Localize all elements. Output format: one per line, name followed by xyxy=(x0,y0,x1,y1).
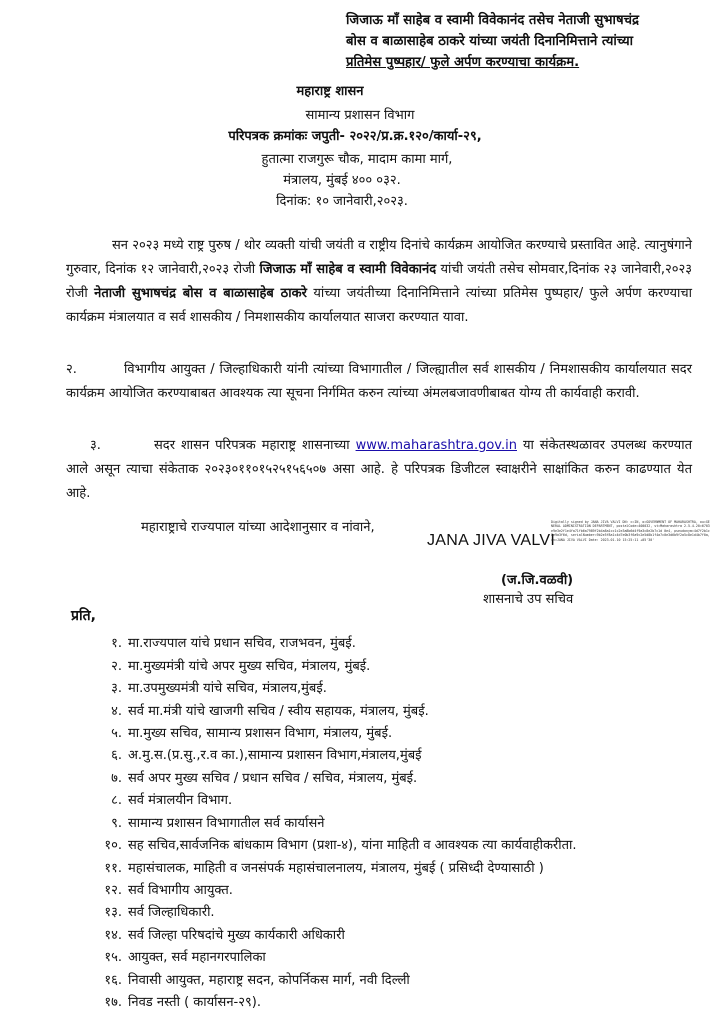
circular-date: दिनांक: १० जानेवारी,२०२३. xyxy=(276,194,408,209)
paragraph-2 xyxy=(66,358,692,406)
para1-text-a: सन २०२३ मध्ये राष्ट्र पुरुष / थोर व्यक्ती यांची जयंती व राष्ट्रीय दिनांचे कार्यक्रम आयोजित करण्याचे प्रस्तावित आहे. त्यानुषंगाने गुरुवार, दिनांक १२ जानेवारी,२०२३ रोजी xyxy=(66,238,692,277)
item-number: १६. xyxy=(104,973,122,988)
item-number: ११. xyxy=(104,861,122,876)
item-text: अ.मु.स.(प्र.सु.,र.व का.),सामान्य प्रशासन विभाग,मंत्रालय,मुंबई xyxy=(128,748,422,763)
title-line-3: प्रतिमेस पुष्पहार/ फुले अर्पण करण्याचा कार्यक्रम. xyxy=(346,55,580,70)
item-text: निवड नस्ती ( कार्यासन-२९). xyxy=(128,995,261,1010)
item-number: २. xyxy=(111,659,122,674)
item-number: ८. xyxy=(111,793,122,808)
signer-name-marathi: (ज.जि.वळवी) xyxy=(501,573,574,588)
item-text: निवासी आयुक्त, महाराष्ट्र सदन, कोपर्निकस मार्ग, नवी दिल्ली xyxy=(128,973,410,988)
item-number: १३. xyxy=(104,905,122,920)
item-number: ९. xyxy=(111,816,122,831)
para1-bold-names-1: जिजाऊ माँ साहेब व स्वामी विवेकानंद xyxy=(259,262,437,277)
item-number: १७. xyxy=(104,995,122,1010)
item-number: १०. xyxy=(104,838,122,853)
item-number: ७. xyxy=(111,771,122,786)
item-text: सह सचिव,सार्वजनिक बांधकाम विभाग (प्रशा-४), यांना माहिती व आवश्यक त्या कार्यवाहीकरीता. xyxy=(128,838,577,853)
address-line-2: मंत्रालय, मुंबई ४०० ०३२. xyxy=(283,173,401,188)
item-text: सर्व मंत्रालयीन विभाग. xyxy=(128,793,233,808)
para1-text-e: यांच्या जयंतीच्या दिनानिमित्ताने त्यांच्या प्रतिमेस पुष्पहार/ फुले अर्पण करण्याचा कार्यक्रम मंत्रालयात व सर्व शासकीय / निमशासकीय कार्यालयात साजरा करण्यात यावा. xyxy=(66,286,692,325)
government-name: महाराष्ट्र शासन xyxy=(296,84,364,99)
item-text: सर्व मा.मंत्री यांचे खाजगी सचिव / स्वीय सहायक, मंत्रालय, मुंबई. xyxy=(128,704,429,719)
website-link[interactable]: www.maharashtra.gov.in xyxy=(355,438,517,453)
item-text: सर्व विभागीय आयुक्त. xyxy=(128,883,233,898)
recipients-heading: प्रति, xyxy=(71,608,96,624)
item-text: मा.मुख्यमंत्री यांचे अपर मुख्य सचिव, मंत्रालय, मुंबई. xyxy=(128,659,371,674)
title-line-2: बोस व बाळासाहेब ठाकरे यांच्या जयंती दिनानिमित्ताने त्यांच्या xyxy=(346,34,634,49)
item-text: सर्व जिल्हाधिकारी. xyxy=(128,905,215,920)
item-text: आयुक्त, सर्व महानगरपालिका xyxy=(128,950,266,965)
item-number: ६. xyxy=(111,748,122,763)
para1-bold-names-2: नेताजी सुभाषचंद्र बोस व बाळासाहेब ठाकरे xyxy=(94,286,307,301)
item-number: १२. xyxy=(104,883,122,898)
circular-number: परिपत्रक क्रमांकः जपुती- २०२२/प्र.क्र.१२०/कार्या-२९, xyxy=(228,129,482,144)
item-text: मा.राज्यपाल यांचे प्रधान सचिव, राजभवन, मुंबई. xyxy=(128,636,356,651)
para1-text-c: यांची जयंती तसेच सोमवार,दिनांक २३ जानेवारी,२०२३ रोजी xyxy=(66,262,693,301)
item-number: १४. xyxy=(104,928,122,943)
para3-text-a: सदर शासन परिपत्रक महाराष्ट्र शासनाच्या xyxy=(154,438,356,453)
department-name: सामान्य प्रशासन विभाग xyxy=(305,108,415,123)
item-number: ३. xyxy=(111,681,122,696)
digital-signer-name: JANA JIVA VALVI xyxy=(427,532,556,549)
by-order-line: महाराष्ट्राचे राज्यपाल यांच्या आदेशानुसार व नांवाने, xyxy=(141,520,375,535)
item-text: महासंचालक, माहिती व जनसंपर्क महासंचालनालय, मंत्रालय, मुंबई ( प्रसिध्दी देण्यासाठी ) xyxy=(128,861,544,876)
paragraph-3 xyxy=(66,434,692,506)
item-number: १५. xyxy=(104,950,122,965)
address-line-1: हुतात्मा राजगुरू चौक, मादाम कामा मार्ग, xyxy=(261,152,453,167)
item-text: सर्व जिल्हा परिषदांचे मुख्य कार्यकारी अधिकारी xyxy=(128,928,345,943)
para3-number: ३. xyxy=(90,438,101,453)
item-text: मा.मुख्य सचिव, सामान्य प्रशासन विभाग, मंत्रालय, मुंबई. xyxy=(128,726,393,741)
digital-signature-details: Digitally signed by JANA JIVA VALVI DN: c=IN, o=GOVERNMENT OF MAHARASHTRA, ou=GENERAL ADMINISTRATION DEPARTMENT, postalCode=400032, st=Maharashtra 2.5.4.20=6703e9e3e2f1e4fa71fb6a7989f2b4a8a1cc1c2e3a8b6d4f9a3c8e2b7c1d 0e4, pseudonym=4d7f2b1c8e9a3f6d, serialNumber=9b2e5f8a1c4d7e0b3f6a9c2e5d8b1f4a7c0e3d6b9f2a5c8e1d4b7f0a, cn=JANA JIVA VALVI Date: 2023.01.10 15:25:11 +05'30' xyxy=(551,520,710,542)
paragraph-1 xyxy=(66,234,692,330)
title-line-1: जिजाऊ माँ साहेब व स्वामी विवेकानंद तसेच नेताजी सुभाषचंद्र xyxy=(346,13,639,28)
item-number: ४. xyxy=(111,704,122,719)
para3-text-b: या संकेतस्थळावर उपलब्ध करण्यात आले असून त्याचा संकेताक २०२३०११०१५२५१५६५०७ असा आहे. हे परिपत्रक डिजीटल स्वाक्षरीने साक्षांकित करुन काढण्यात येत आहे. xyxy=(66,438,692,501)
item-text: मा.उपमुख्यमंत्री यांचे सचिव, मंत्रालय,मुंबई. xyxy=(128,681,327,696)
document-title xyxy=(346,10,706,73)
item-text: सर्व अपर मुख्य सचिव / प्रधान सचिव / सचिव, मंत्रालय, मुंबई. xyxy=(128,771,418,786)
para2-number: २. xyxy=(66,362,77,377)
item-number: ५. xyxy=(111,726,122,741)
item-text: सामान्य प्रशासन विभागातील सर्व कार्यासने xyxy=(128,816,325,831)
signer-designation: शासनाचे उप सचिव xyxy=(483,592,574,607)
para2-text: विभागीय आयुक्त / जिल्हाधिकारी यांनी त्यांच्या विभागातील / जिल्ह्यातील सर्व शासकीय / निमशासकीय कार्यालयात सदर कार्यक्रम आयोजित करण्याबाबत आवश्यक त्या सूचना निर्गमित करुन त्यांच्या अंमलबजावणीबाबत योग्य ती कार्यवाही करावी. xyxy=(66,362,692,401)
item-number: १. xyxy=(111,636,122,651)
